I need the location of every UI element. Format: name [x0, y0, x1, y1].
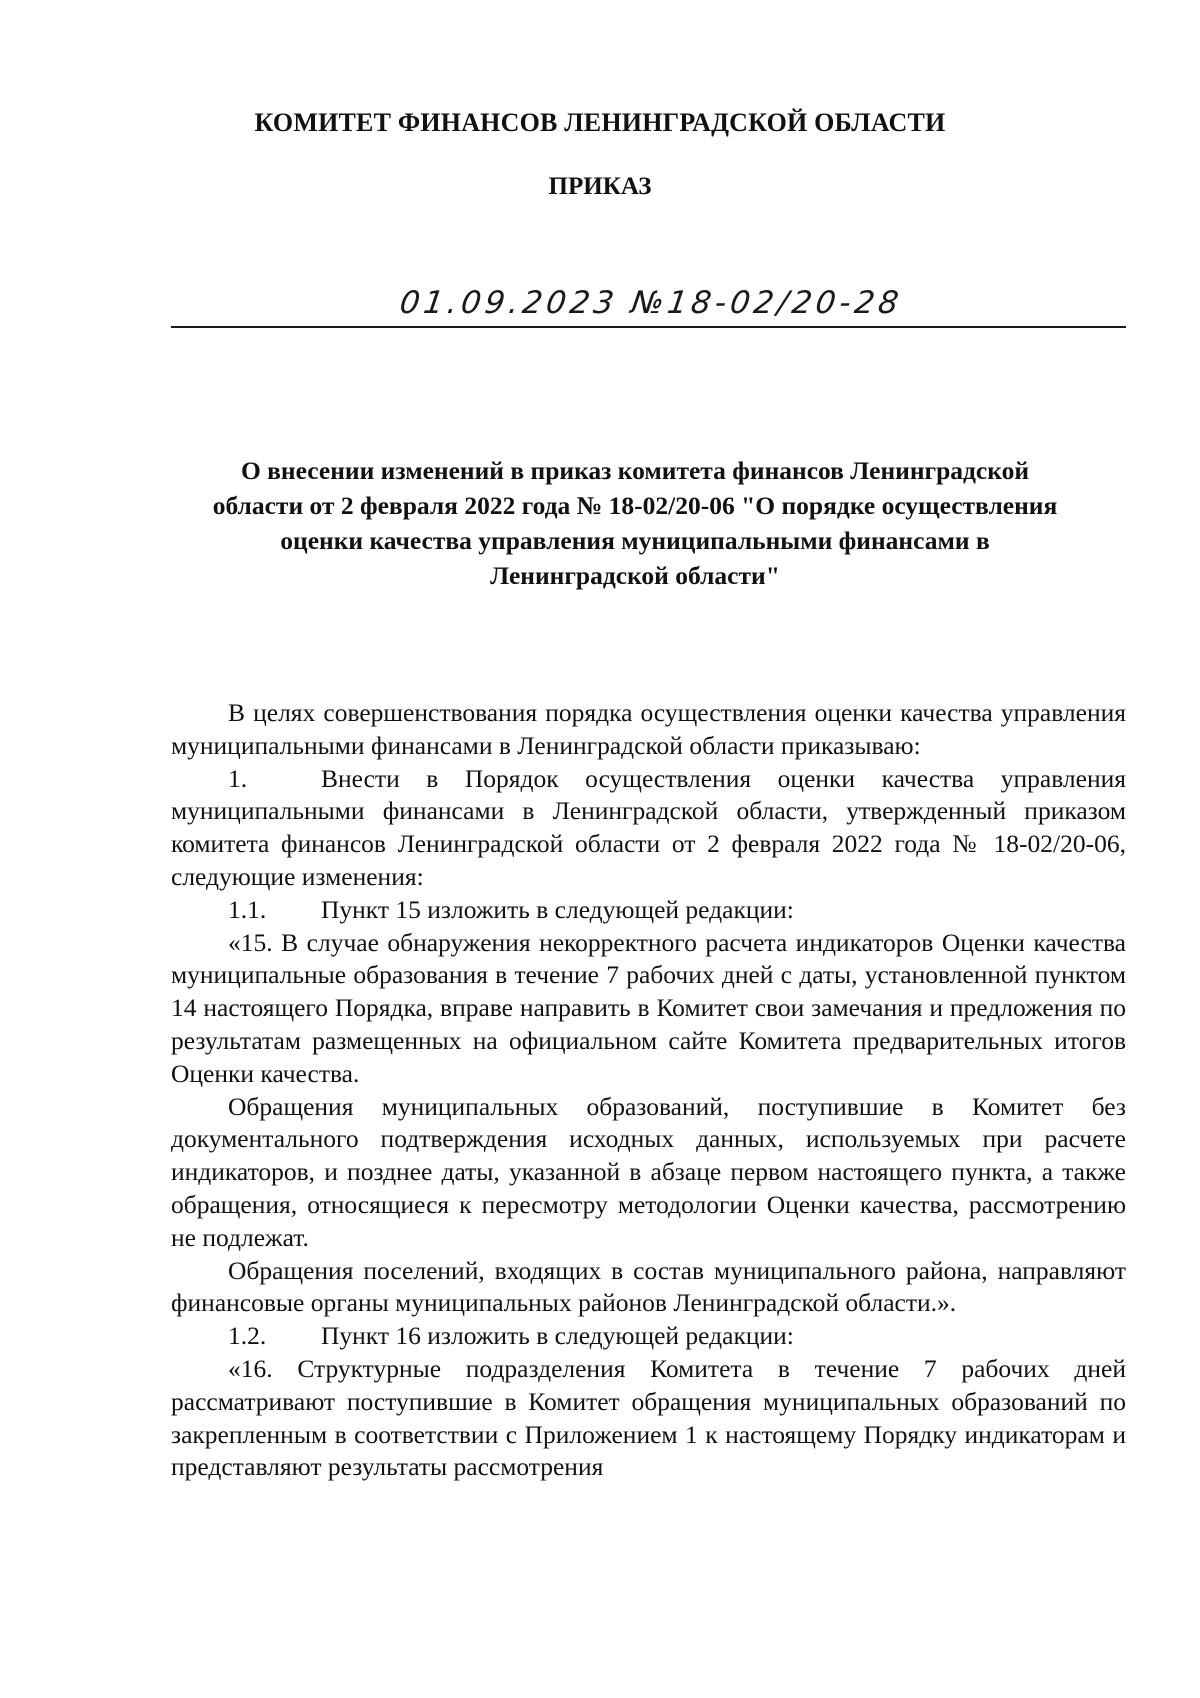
issuer-title: КОМИТЕТ ФИНАНСОВ ЛЕНИНГРАДСКОЙ ОБЛАСТИ: [254, 108, 946, 137]
document-type: ПРИКАЗ: [548, 173, 652, 200]
item-text: Внести в Порядок осуществления оценки качества управления муниципальными финансами в Ленинградской области, утвержденный приказом комитета финансов Ленинградской области от 2 февраля 2022 года № 18-02/20-06, следующие изменения:: [171, 763, 1126, 891]
subject-line: области от 2 февраля 2022 года № 18-02/20-06 "О порядке осуществления: [212, 491, 1058, 520]
preamble-paragraph: В целях совершенствования порядка осуществления оценки качества управления муниципальными финансами в Ленинградской области приказываю:: [171, 698, 1126, 760]
clause-15-paragraph: «15. В случае обнаружения некорректного расчета индикаторов Оценки качества муниципальные образования в течение 7 рабочих дней с даты, установленной пунктом 14 настоящего Порядка, вправе направить в Комитет свои замечания и предложения по результатам размещенных на официальном сайте Комитета предварительных итогов Оценки качества.: [171, 927, 1126, 1088]
item-text: Пункт 15 изложить в следующей редакции:: [321, 894, 794, 924]
item-number: 1.1.: [228, 894, 267, 924]
item-1-1-paragraph: [171, 894, 1126, 927]
item-text: Пункт 16 изложить в следующей редакции:: [321, 1321, 794, 1351]
item-number: 1.2.: [228, 1321, 267, 1351]
item-number: 1.: [228, 763, 248, 793]
clause-15-paragraph: Обращения поселений, входящих в состав муниципального района, направляют финансовые органы муниципальных районов Ленинградской области.».: [171, 1255, 1126, 1318]
clause-15-paragraph: Обращения муниципальных образований, поступившие в Комитет без документального подтверждения исходных данных, используемых при расчете индикаторов, и позднее даты, указанной в абзаце первом настоящего пункта, а также обращения, относящиеся к пересмотру методологии Оценки качества, рассмотрению не подлежат.: [171, 1091, 1126, 1252]
subject-line: Ленинградской области": [490, 561, 780, 590]
item-1-2-paragraph: [171, 1320, 1126, 1353]
item-1-paragraph: [171, 763, 1126, 894]
subject-line: оценки качества управления муниципальными финансами в: [280, 526, 990, 555]
document-body: [171, 697, 1126, 1484]
clause-16-paragraph: «16. Структурные подразделения Комитета в течение 7 рабочих дней рассматривают поступившие в Комитет обращения муниципальных образований по закрепленным в соответствии с Приложением 1 к настоящему Порядку индикаторам и представляют результаты рассмотрения: [171, 1353, 1126, 1482]
handwritten-date-number: 01.09.2023 №18-02/20-28: [397, 285, 905, 321]
subject-line: О внесении изменений в приказ комитета финансов Ленинградской: [240, 456, 1030, 485]
registration-line: [171, 326, 1126, 328]
document-subject: [160, 453, 1110, 593]
